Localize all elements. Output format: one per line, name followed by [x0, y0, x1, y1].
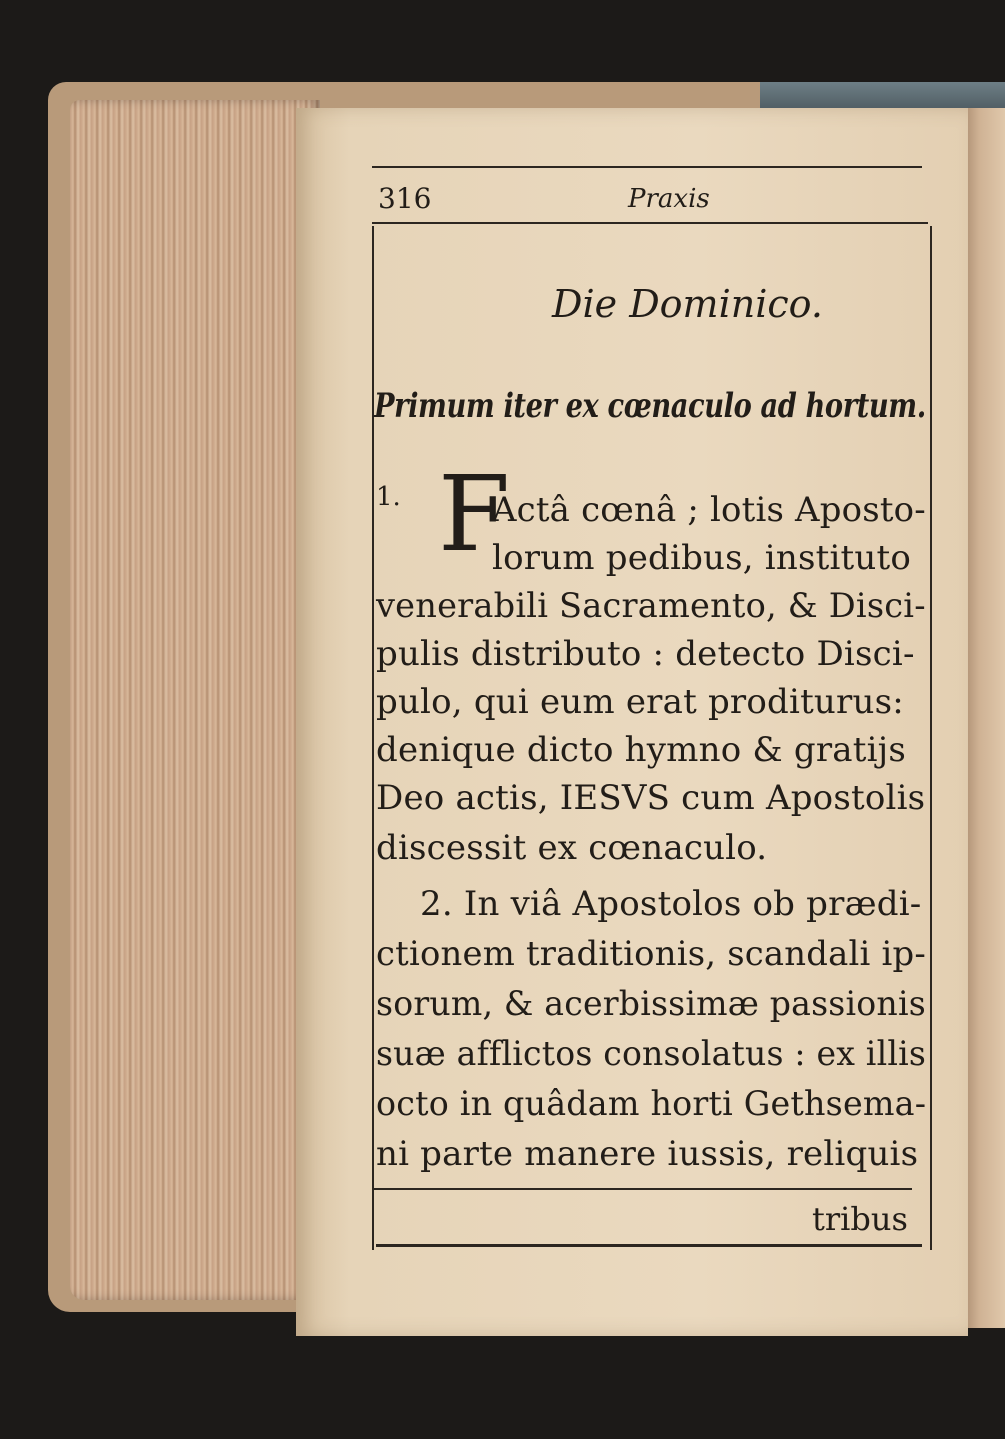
paragraph-number: 1. — [376, 482, 401, 512]
body-line: denique dicto hymno & gratijs — [376, 730, 907, 770]
footer-rule — [376, 1244, 922, 1247]
body-line: Actâ cœnâ ; lotis Aposto- — [492, 490, 926, 530]
bottom-rule — [372, 1188, 912, 1190]
running-head: Praxis — [628, 184, 710, 214]
top-rule — [372, 166, 922, 168]
day-title: Die Dominico. — [552, 282, 823, 326]
body-line: 2. In viâ Apostolos ob prædi- — [420, 884, 922, 924]
header-rule — [372, 222, 928, 224]
body-line: Deo actis, IESVS cum Apostolis — [376, 778, 926, 818]
body-line: lorum pedibus, instituto — [492, 538, 912, 578]
body-line: pulis distributo : detecto Disci- — [376, 634, 915, 674]
body-line: suæ afflictos consolatus : ex illis — [376, 1034, 927, 1074]
body-line: ctionem traditionis, scandali ip- — [376, 934, 927, 974]
body-line: sorum, & acerbissimæ passionis — [376, 984, 926, 1024]
body-line: ni parte manere iussis, reliquis — [376, 1134, 919, 1174]
facing-page-edge — [962, 108, 1005, 1328]
catchword: tribus — [812, 1200, 908, 1238]
page-edges — [70, 100, 320, 1300]
body-line: pulo, qui eum erat proditurus: — [376, 682, 904, 722]
body-line: octo in quâdam horti Gethsema- — [376, 1084, 927, 1124]
page-number: 316 — [378, 182, 432, 215]
section-title: Primum iter ex cœnaculo ad hortum. — [374, 386, 926, 426]
body-line: venerabili Sacramento, & Disci- — [376, 586, 926, 626]
drop-cap: F — [438, 453, 511, 575]
body-line: discessit ex cœnaculo. — [376, 828, 768, 868]
